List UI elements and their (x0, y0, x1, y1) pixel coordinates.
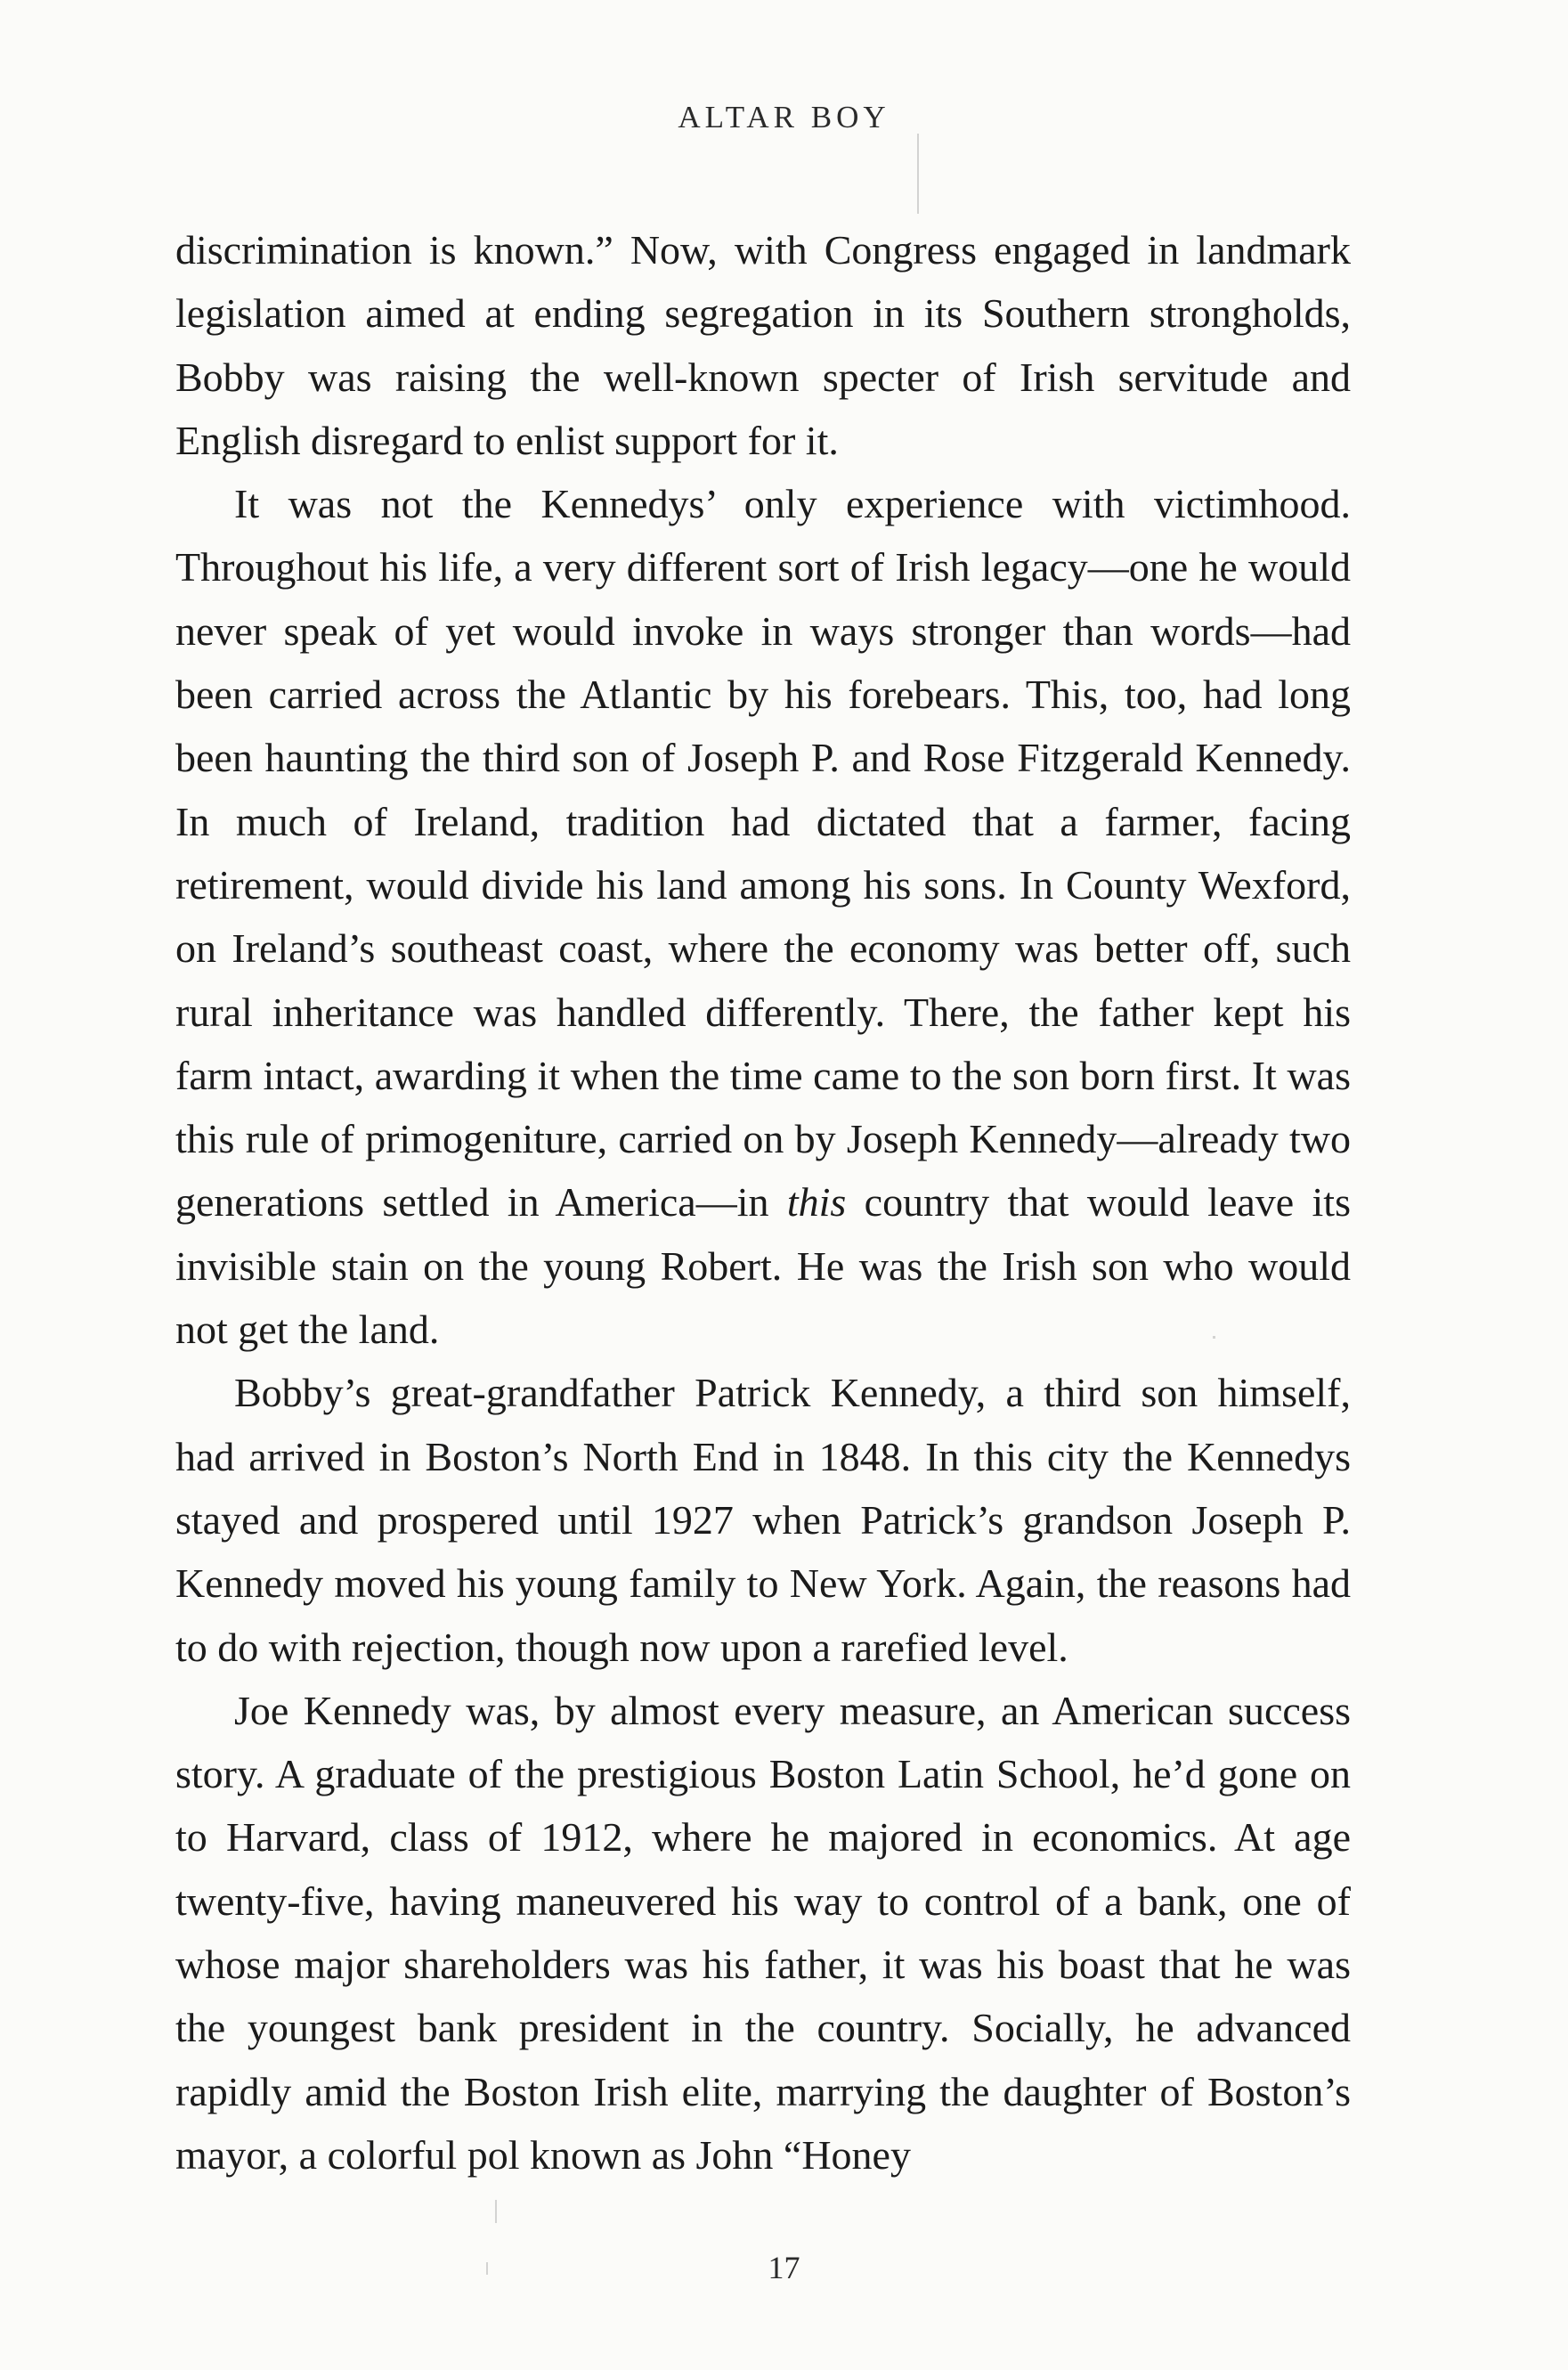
scan-mark (917, 134, 919, 214)
scan-mark (495, 2200, 497, 2223)
paragraph-2-after-italic: country that would leave its invisible stain on the young Robert. He was the Irish son who would not get the land. (175, 1179, 1351, 1353)
paragraph-2 (175, 472, 1351, 1361)
scan-mark (486, 2262, 488, 2275)
body-text (175, 218, 1351, 2187)
paragraph-3: Bobby’s great-grandfather Patrick Kennedy, a third son himself, had arrived in Boston’s North End in 1848. In this city the Kennedys stayed and prospered until 1927 when Patrick’s grandson Joseph P. Kennedy moved his young family to New York. Again, the reasons had to do with rejection, though now upon a rarefied level. (175, 1370, 1351, 1670)
scan-mark (1213, 1336, 1215, 1339)
paragraph-2-italic: this (786, 1179, 847, 1226)
paragraph-1: discrimination is known.” Now, with Congress engaged in landmark legislation aimed at ending segregation in its Southern strongholds, Bobby was raising the well-known specter of Irish servitude and English disregard to enlist support for it. (175, 227, 1351, 463)
running-head: ALTAR BOY (678, 100, 890, 134)
paragraph-4: Joe Kennedy was, by almost every measure, an American success story. A graduate of the prestigious Boston Latin School, he’d gone on to Harvard, class of 1912, where he majored in economics. At age twenty-five, having maneuvered his way to control of a bank, one of whose major shareholders was his father, it was his boast that he was the youngest bank president in the country. Socially, he advanced rapidly amid the Boston Irish elite, marrying the daughter of Boston’s mayor, a colorful pol known as John “Honey (175, 1687, 1351, 2178)
page-number: 17 (768, 2250, 800, 2285)
paragraph-2-text: It was not the Kennedys’ only experience with victimhood. Throughout his life, a very different sort of Irish legacy—one he would never speak of yet would invoke in ways stronger than words—had been carried across the Atlantic by his forebears. This, too, had long been haunting the third son of Joseph P. and Rose Fitzgerald Kennedy. In much of Ireland, tradition had dictated that a farmer, facing retirement, would divide his land among his sons. In County Wexford, on Ireland’s southeast coast, where the economy was better off, such rural inheritance was handled differently. There, the father kept his farm intact, awarding it when the time came to the son born first. It was this rule of primogeniture, carried on by Joseph Kennedy—already two generations settled in America—in (175, 481, 1351, 1226)
